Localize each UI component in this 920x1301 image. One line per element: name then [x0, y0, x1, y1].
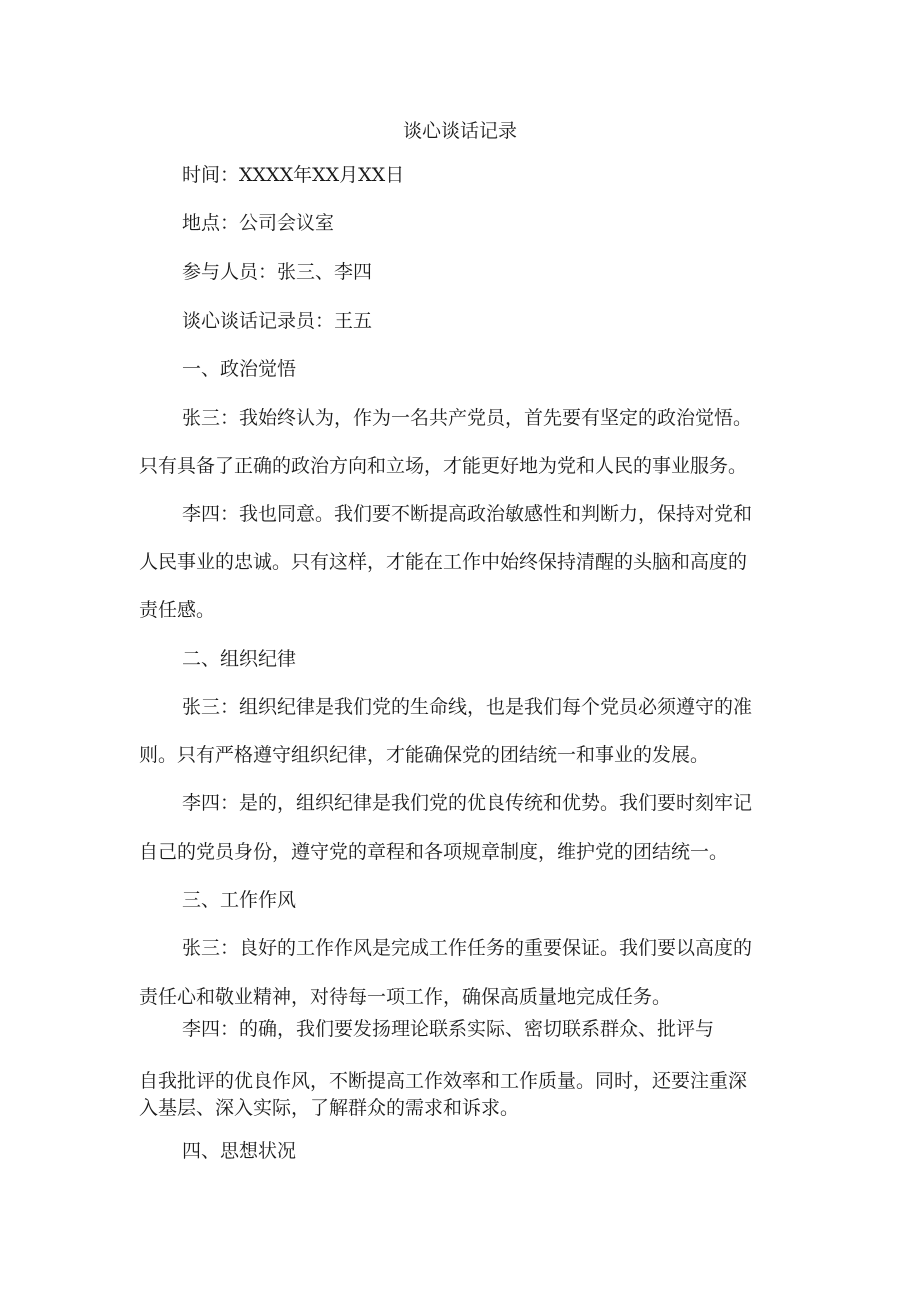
- section-heading-political: 一、政治觉悟: [182, 358, 297, 380]
- paragraph-line: 张三：组织纪律是我们党的生命线，也是我们每个党员必须遵守的准: [182, 696, 753, 718]
- paragraph-line: 入基层、深入实际，了解群众的需求和诉求。: [139, 1097, 520, 1119]
- paragraph-line: 李四：是的，组织纪律是我们党的优良传统和优势。我们要时刻牢记: [182, 792, 753, 814]
- paragraph-line: 李四：我也同意。我们要不断提高政治敏感性和判断力，保持对党和: [182, 503, 753, 525]
- paragraph-line: 则。只有严格遵守组织纪律，才能确保党的团结统一和事业的发展。: [139, 744, 710, 766]
- paragraph-line: 自己的党员身份，遵守党的章程和各项规章制度，维护党的团结统一。: [139, 841, 729, 863]
- paragraph-line: 张三：良好的工作作风是完成工作任务的重要保证。我们要以高度的: [182, 937, 753, 959]
- paragraph-line: 只有具备了正确的政治方向和立场，才能更好地为党和人民的事业服务。: [139, 455, 748, 477]
- section-heading-work-style: 三、工作作风: [182, 889, 297, 911]
- section-heading-thought: 四、思想状况: [182, 1140, 297, 1162]
- meta-time: 时间：XXXX年XX月XX日: [182, 164, 405, 186]
- meta-place: 地点：公司会议室: [182, 212, 335, 234]
- paragraph-line: 人民事业的忠诚。只有这样，才能在工作中始终保持清醒的头脑和高度的: [139, 551, 748, 573]
- meta-recorder: 谈心谈话记录员：王五: [182, 310, 373, 332]
- paragraph-line: 自我批评的优良作风，不断提高工作效率和工作质量。同时，还要注重深: [139, 1070, 748, 1092]
- document-title: 谈心谈话记录: [402, 120, 517, 142]
- paragraph-line: 责任感。: [139, 599, 216, 621]
- paragraph-line: 责任心和敬业精神，对待每一项工作，确保高质量地完成任务。: [139, 986, 672, 1008]
- meta-participants: 参与人员：张三、李四: [182, 261, 373, 283]
- paragraph-line: 李四：的确，我们要发扬理论联系实际、密切联系群众、批评与: [182, 1018, 715, 1040]
- section-heading-discipline: 二、组织纪律: [182, 648, 297, 670]
- paragraph-line: 张三：我始终认为，作为一名共产党员，首先要有坚定的政治觉悟。: [182, 407, 753, 429]
